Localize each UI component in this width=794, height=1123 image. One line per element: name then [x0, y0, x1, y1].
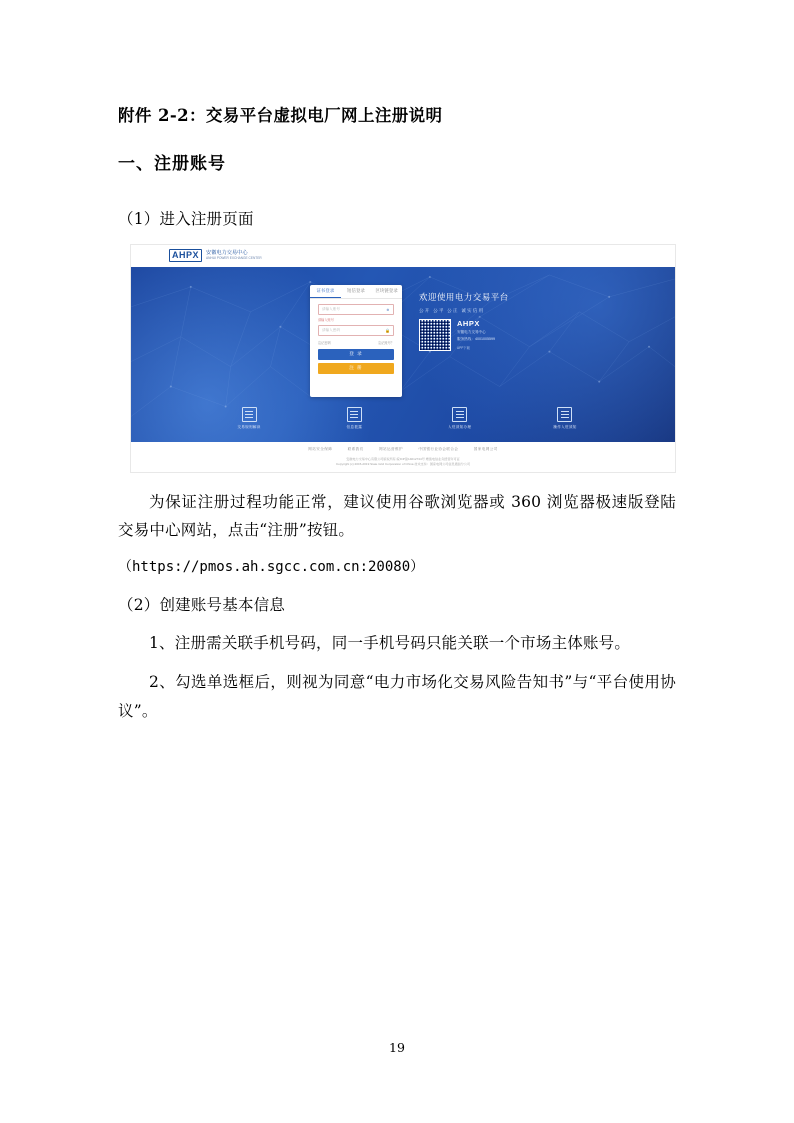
- footer-link-2[interactable]: 联系我们: [347, 446, 364, 451]
- hero-banner: [131, 267, 675, 442]
- login-form: [310, 299, 402, 374]
- footer-link-5[interactable]: 国家电网公司: [473, 446, 498, 451]
- account-input[interactable]: [318, 304, 394, 315]
- hero-title: 欢迎使用电力交易平台: [419, 291, 509, 302]
- list-item-1: 1、注册需关联手机号码，同一手机号码只能关联一个市场主体账号。: [149, 634, 631, 653]
- footer-legal-line-1: 安徽电力交易中心有限公司版权所有 皖ICP备14012744号 增值电信业务经营许可证: [346, 456, 460, 461]
- site-logo[interactable]: [169, 249, 262, 262]
- footer-legal-line-2: Copyright (c) 2015-2019 State Grid Corporation of China 技术支持：国家电网公司信息通信分公司: [335, 461, 471, 466]
- site-footer: [131, 442, 675, 473]
- quick-entry-onboarding-label: 入驻须知办理: [447, 424, 472, 429]
- forgot-password-link[interactable]: 忘记密码: [318, 340, 331, 345]
- validation-hint: 请输入账号: [318, 317, 334, 322]
- tab-blockchain-login[interactable]: 区块链登录: [375, 288, 398, 294]
- quick-entry-guide-label: 操作入驻须知: [553, 424, 577, 429]
- screenshot-frame: [130, 244, 676, 473]
- logo-cn: 安徽电力交易中心: [206, 249, 248, 256]
- document-icon: [557, 407, 572, 422]
- quick-entry-onboarding[interactable]: [428, 407, 492, 430]
- footer-legal: [131, 457, 675, 467]
- quick-entry-guide[interactable]: [533, 407, 597, 430]
- logo-mark: AHPX: [169, 249, 202, 262]
- page-number: 19: [389, 1040, 405, 1055]
- section-heading: 一、注册账号: [118, 154, 226, 175]
- register-button[interactable]: 注 册: [318, 363, 394, 374]
- forgot-account-link[interactable]: 忘记账号？: [378, 340, 394, 345]
- step-1-label: （1）进入注册页面: [118, 209, 254, 228]
- attachment-heading: 附件 2-2：交易平台虚拟电厂网上注册说明: [118, 106, 443, 125]
- document-icon: [242, 407, 257, 422]
- login-tabs: [310, 285, 402, 299]
- document-icon: [452, 407, 467, 422]
- hero-subtitle: 公开 公平 公正 诚实信用: [419, 307, 485, 313]
- lock-icon: 🔒: [385, 327, 390, 333]
- logo-text: [206, 251, 262, 260]
- quick-entry-disclosure[interactable]: [322, 407, 386, 430]
- app-line-2: 服务热线：4001005599: [457, 336, 495, 341]
- paragraph-url: （https://pmos.ah.sgcc.com.cn:20080）: [118, 558, 425, 575]
- quick-entry-rules[interactable]: [217, 407, 281, 430]
- document-icon: [347, 407, 362, 422]
- login-button[interactable]: 登 录: [318, 349, 394, 360]
- tab-sms-login[interactable]: 短信登录: [347, 288, 365, 294]
- step-2-label: （2）创建账号基本信息: [118, 595, 286, 614]
- app-brand: AHPX: [457, 318, 480, 328]
- login-helper-links: [318, 340, 394, 345]
- user-icon: ☻: [385, 306, 390, 312]
- app-download-block: [419, 319, 495, 351]
- paragraph-browser-recommendation: 为保证注册过程功能正常，建议使用谷歌浏览器或 360 浏览器极速版登陆交易中心网站，点击“注册”按钮。: [118, 492, 676, 540]
- footer-link-3[interactable]: 网站运营维护: [379, 446, 403, 451]
- document-body: [118, 104, 676, 735]
- tab-certificate-login[interactable]: 证书登录: [310, 285, 341, 298]
- footer-link-1[interactable]: 网站安全保障: [308, 446, 333, 451]
- footer-links: [131, 447, 675, 452]
- quick-entry-disclosure-label: 信息披露: [346, 424, 363, 429]
- list-item-2: 2、勾选单选框后，则视为同意“电力市场化交易风险告知书”与“平台使用协议”。: [118, 673, 676, 720]
- qr-code-icon: [419, 319, 451, 351]
- app-download-text: [457, 319, 495, 350]
- site-header: [131, 245, 675, 267]
- footer-link-4[interactable]: 中国银行业协会联合会: [418, 446, 459, 451]
- quick-entry-row: [217, 407, 597, 430]
- password-input[interactable]: [318, 325, 394, 336]
- account-input-placeholder: 请输入账号: [322, 306, 340, 311]
- password-input-placeholder: 请输入密码: [322, 327, 340, 332]
- figure-login-page-screenshot: [124, 244, 682, 474]
- app-line-1: 安徽电力交易中心: [457, 329, 486, 334]
- app-line-3: APP下载: [457, 345, 470, 350]
- hero-text-block: [419, 291, 579, 314]
- quick-entry-rules-label: 交易规则解读: [237, 424, 261, 429]
- login-card: [310, 285, 402, 397]
- logo-en: ANHUI POWER EXCHANGE CENTER: [206, 256, 262, 261]
